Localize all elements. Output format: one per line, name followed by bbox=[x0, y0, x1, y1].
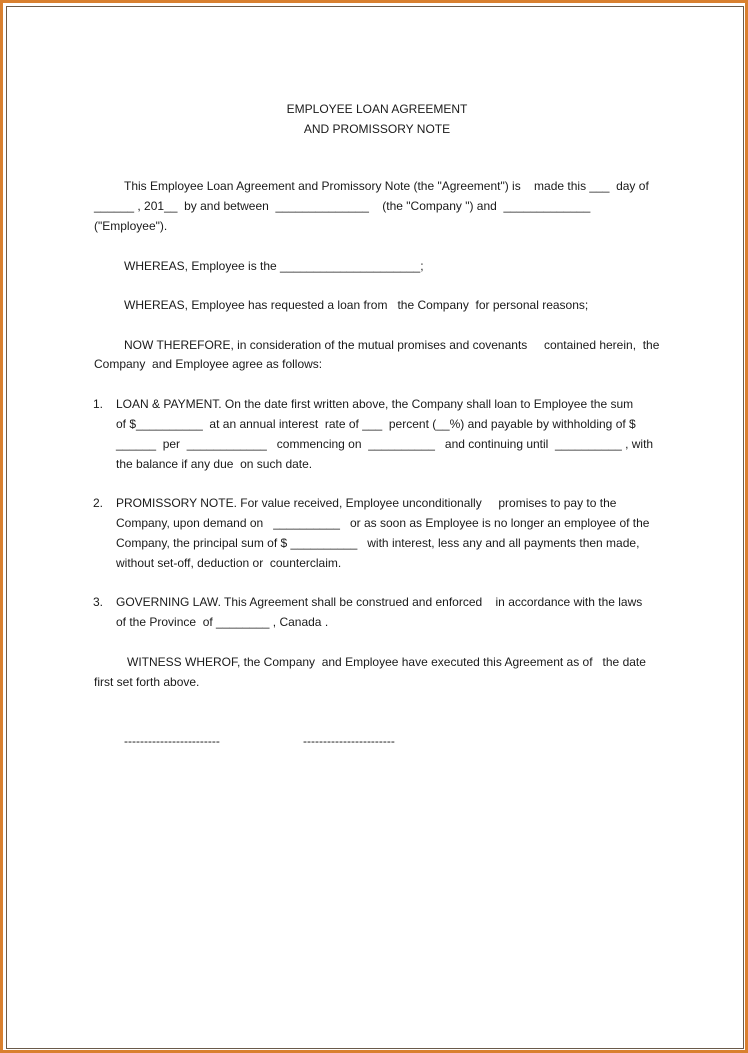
now-therefore-line: Company and Employee agree as follows: bbox=[94, 357, 323, 371]
document-subtitle: AND PROMISSORY NOTE bbox=[303, 122, 451, 136]
intro-line: This Employee Loan Agreement and Promissory Note (the "Agreement") is made this ___ day of bbox=[124, 179, 649, 193]
document-page bbox=[6, 6, 744, 1049]
intro-line: ______ , 201__ by and between ______________ (the "Company ") and _____________ bbox=[94, 199, 591, 213]
clause-number: 1. bbox=[93, 397, 104, 411]
clause-line: LOAN & PAYMENT. On the date first written above, the Company shall loan to Employee the sum bbox=[116, 397, 634, 411]
whereas-clause: WHEREAS, Employee is the _____________________; bbox=[124, 259, 424, 273]
clause-line: ______ per ____________ commencing on __________ and continuing until __________ , with bbox=[116, 437, 654, 451]
clause-line: of the Province of ________ , Canada . bbox=[116, 615, 329, 629]
clause-line: the balance if any due on such date. bbox=[116, 457, 313, 471]
intro-line: ("Employee"). bbox=[94, 219, 168, 233]
document-title: EMPLOYEE LOAN AGREEMENT bbox=[286, 102, 468, 116]
clause-number: 3. bbox=[93, 595, 104, 609]
witness-line: WITNESS WHEROF, the Company and Employee have executed this Agreement as of the date bbox=[127, 655, 646, 669]
clause-line: Company, upon demand on __________ or as soon as Employee is no longer an employee of the bbox=[116, 516, 650, 530]
whereas-clause: WHEREAS, Employee has requested a loan from the Company for personal reasons; bbox=[124, 298, 589, 312]
clause-line: without set-off, deduction or counterclaim. bbox=[116, 556, 342, 570]
witness-line: first set forth above. bbox=[94, 675, 200, 689]
clause-number: 2. bbox=[93, 496, 104, 510]
clause-line: Company, the principal sum of $ __________ with interest, less any and all payments then made, bbox=[116, 536, 640, 550]
clause-line: of $__________ at an annual interest rate of ___ percent (__%) and payable by withholding of $ bbox=[116, 417, 636, 431]
now-therefore-line: NOW THEREFORE, in consideration of the mutual promises and covenants contained herein, the bbox=[124, 338, 660, 352]
clause-line: PROMISSORY NOTE. For value received, Employee unconditionally promises to pay to the bbox=[116, 496, 617, 510]
signature-line-company: ------------------------ bbox=[124, 734, 220, 748]
clause-line: GOVERNING LAW. This Agreement shall be construed and enforced in accordance with the laws bbox=[116, 595, 643, 609]
signature-line-employee: ----------------------- bbox=[303, 734, 395, 748]
